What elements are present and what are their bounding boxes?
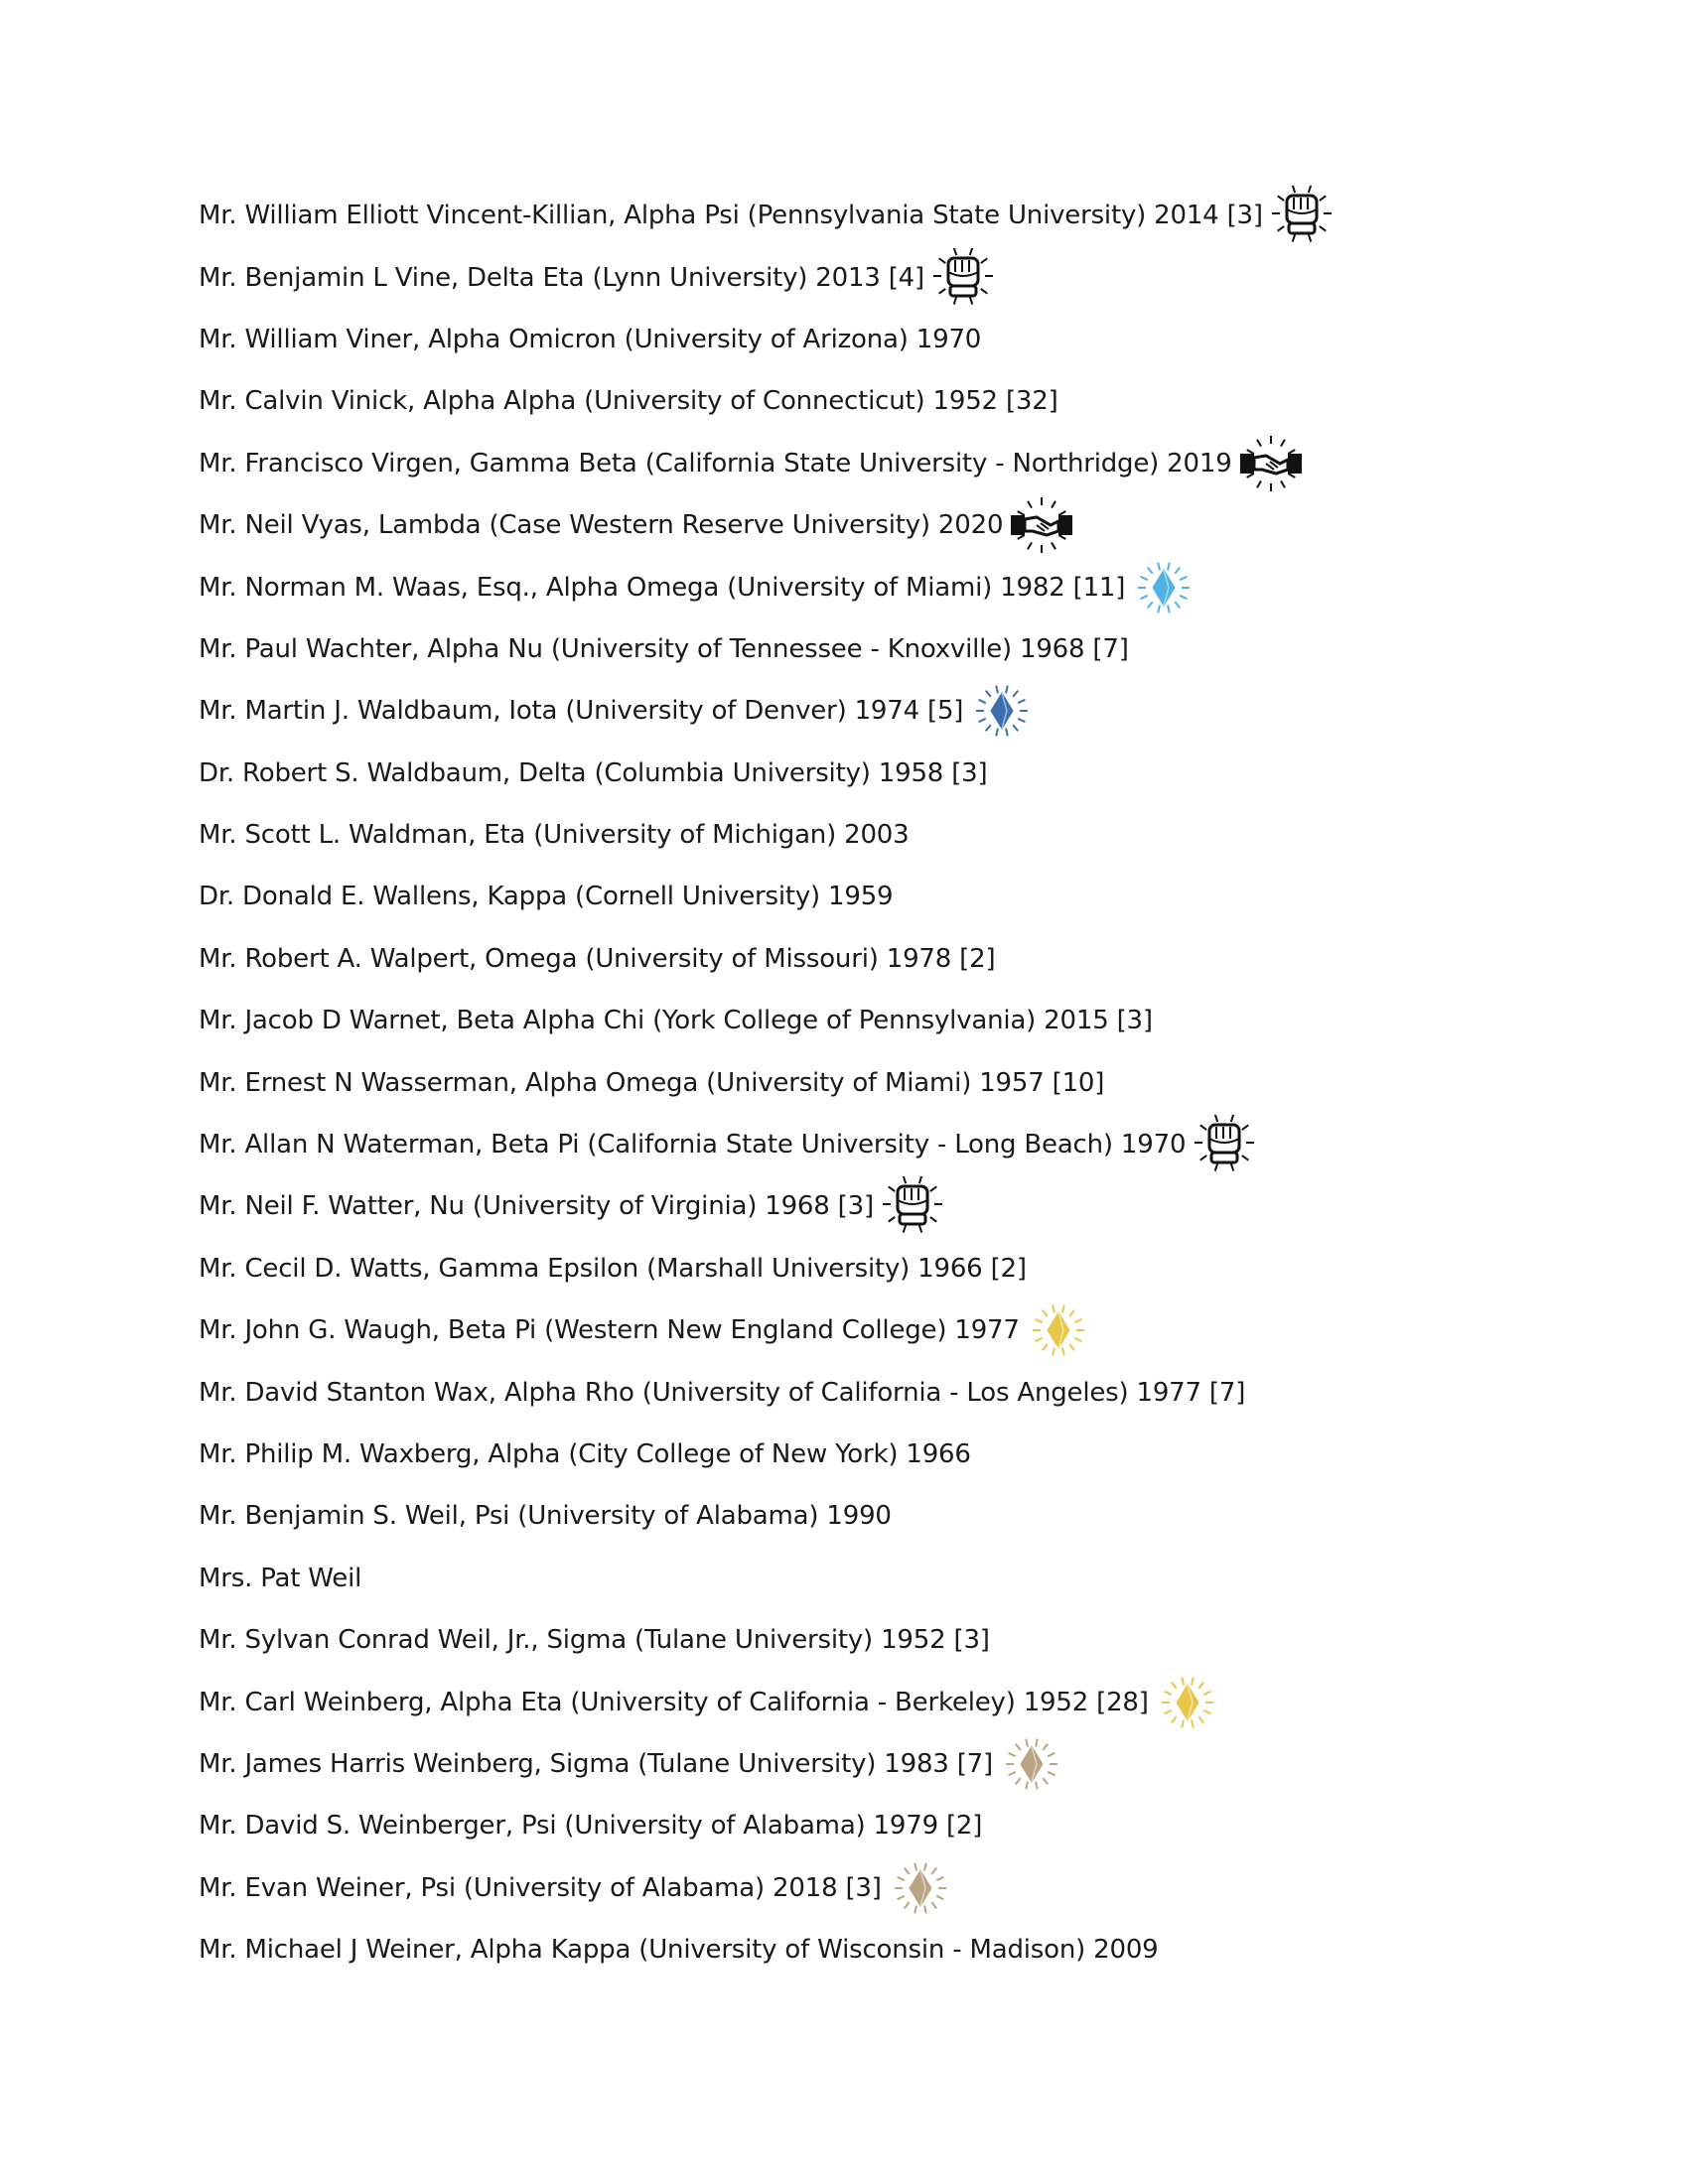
list-item bbox=[199, 743, 1589, 804]
fist-icon bbox=[1267, 186, 1336, 245]
handshake-icon bbox=[1236, 434, 1306, 493]
list-item bbox=[199, 433, 1589, 494]
list-item bbox=[199, 1361, 1589, 1423]
list-item bbox=[199, 370, 1589, 432]
member-entry-text: Mr. Paul Wachter, Alpha Nu (University of Tennessee - Knoxville) 1968 [7] bbox=[199, 633, 1129, 664]
member-entry-text: Mr. Neil F. Watter, Nu (University of Virginia) 1968 [3] bbox=[199, 1191, 874, 1222]
list-item bbox=[199, 866, 1589, 927]
diamond-light-blue-icon bbox=[1129, 558, 1198, 617]
member-entry-text: Mr. Sylvan Conrad Weil, Jr., Sigma (Tulane University) 1952 [3] bbox=[199, 1625, 990, 1656]
member-list bbox=[199, 185, 1589, 1980]
member-entry-text: Mr. Allan N Waterman, Beta Pi (California State University - Long Beach) 1970 bbox=[199, 1130, 1187, 1160]
member-entry-text: Mr. Francisco Virgen, Gamma Beta (California State University - Northridge) 2019 bbox=[199, 448, 1232, 478]
list-item bbox=[199, 1485, 1589, 1547]
member-entry-text: Mr. William Elliott Vincent-Killian, Alpha Psi (Pennsylvania State University) 2014 [3] bbox=[199, 201, 1263, 231]
list-item bbox=[199, 1733, 1589, 1795]
member-entry-text: Mr. Benjamin L Vine, Delta Eta (Lynn University) 2013 [4] bbox=[199, 262, 924, 293]
member-entry-text: Mr. William Viner, Alpha Omicron (University of Arizona) 1970 bbox=[199, 324, 982, 354]
list-item bbox=[199, 556, 1589, 617]
member-entry-text: Mr. Jacob D Warnet, Beta Alpha Chi (York College of Pennsylvania) 2015 [3] bbox=[199, 1006, 1153, 1036]
member-entry-text: Mr. James Harris Weinberg, Sigma (Tulane University) 1983 [7] bbox=[199, 1748, 993, 1779]
diamond-gold-icon bbox=[1024, 1300, 1093, 1360]
member-entry-text: Mr. Neil Vyas, Lambda (Case Western Reserve University) 2020 bbox=[199, 510, 1004, 541]
member-entry-text: Mr. Michael J Weiner, Alpha Kappa (University of Wisconsin - Madison) 2009 bbox=[199, 1935, 1159, 1966]
fist-icon bbox=[928, 248, 998, 308]
member-entry-text: Mr. David Stanton Wax, Alpha Rho (University of California - Los Angeles) 1977 [7] bbox=[199, 1377, 1246, 1408]
member-entry-text: Dr. Robert S. Waldbaum, Delta (Columbia University) 1958 [3] bbox=[199, 757, 988, 788]
list-item bbox=[199, 1548, 1589, 1609]
diamond-gold-icon bbox=[1153, 1673, 1222, 1732]
member-entry-text: Mr. Benjamin S. Weil, Psi (University of Alabama) 1990 bbox=[199, 1501, 892, 1532]
list-item bbox=[199, 928, 1589, 990]
list-item bbox=[199, 1795, 1589, 1856]
fist-icon bbox=[878, 1176, 947, 1236]
list-item bbox=[199, 990, 1589, 1051]
member-entry-text: Mr. David S. Weinberger, Psi (University of Alabama) 1979 [2] bbox=[199, 1811, 983, 1842]
list-item bbox=[199, 1114, 1589, 1175]
list-item bbox=[199, 309, 1589, 370]
list-item bbox=[199, 185, 1589, 246]
fist-icon bbox=[1190, 1115, 1259, 1174]
list-item bbox=[199, 1671, 1589, 1732]
list-item bbox=[199, 246, 1589, 308]
member-entry-text: Mrs. Pat Weil bbox=[199, 1563, 362, 1593]
member-entry-text: Mr. Martin J. Waldbaum, Iota (University of Denver) 1974 [5] bbox=[199, 696, 964, 727]
list-item bbox=[199, 1609, 1589, 1671]
list-item bbox=[199, 1238, 1589, 1299]
member-entry-text: Mr. Philip M. Waxberg, Alpha (City College of New York) 1966 bbox=[199, 1439, 971, 1469]
list-item bbox=[199, 1424, 1589, 1485]
list-item bbox=[199, 804, 1589, 866]
diamond-tan-icon bbox=[886, 1858, 955, 1918]
list-item bbox=[199, 1299, 1589, 1361]
list-item bbox=[199, 618, 1589, 680]
list-item bbox=[199, 1919, 1589, 1980]
member-entry-text: Mr. Ernest N Wasserman, Alpha Omega (University of Miami) 1957 [10] bbox=[199, 1067, 1105, 1098]
member-entry-text: Mr. Calvin Vinick, Alpha Alpha (University of Connecticut) 1952 [32] bbox=[199, 386, 1058, 417]
list-item bbox=[199, 1857, 1589, 1919]
member-entry-text: Mr. Carl Weinberg, Alpha Eta (University of California - Berkeley) 1952 [28] bbox=[199, 1687, 1149, 1717]
member-entry-text: Mr. Robert A. Walpert, Omega (University of Missouri) 1978 [2] bbox=[199, 943, 996, 974]
member-entry-text: Dr. Donald E. Wallens, Kappa (Cornell University) 1959 bbox=[199, 882, 894, 912]
list-item bbox=[199, 1175, 1589, 1237]
member-entry-text: Mr. John G. Waugh, Beta Pi (Western New England College) 1977 bbox=[199, 1315, 1020, 1346]
member-entry-text: Mr. Scott L. Waldman, Eta (University of Michigan) 2003 bbox=[199, 820, 910, 851]
list-item bbox=[199, 680, 1589, 742]
member-entry-text: Mr. Norman M. Waas, Esq., Alpha Omega (University of Miami) 1982 [11] bbox=[199, 572, 1126, 603]
diamond-dark-blue-icon bbox=[967, 681, 1037, 741]
member-entry-text: Mr. Cecil D. Watts, Gamma Epsilon (Marshall University) 1966 [2] bbox=[199, 1253, 1027, 1284]
member-entry-text: Mr. Evan Weiner, Psi (University of Alabama) 2018 [3] bbox=[199, 1872, 882, 1903]
diamond-tan-icon bbox=[997, 1734, 1066, 1794]
list-item bbox=[199, 494, 1589, 556]
list-item bbox=[199, 1051, 1589, 1113]
handshake-icon bbox=[1007, 495, 1076, 555]
